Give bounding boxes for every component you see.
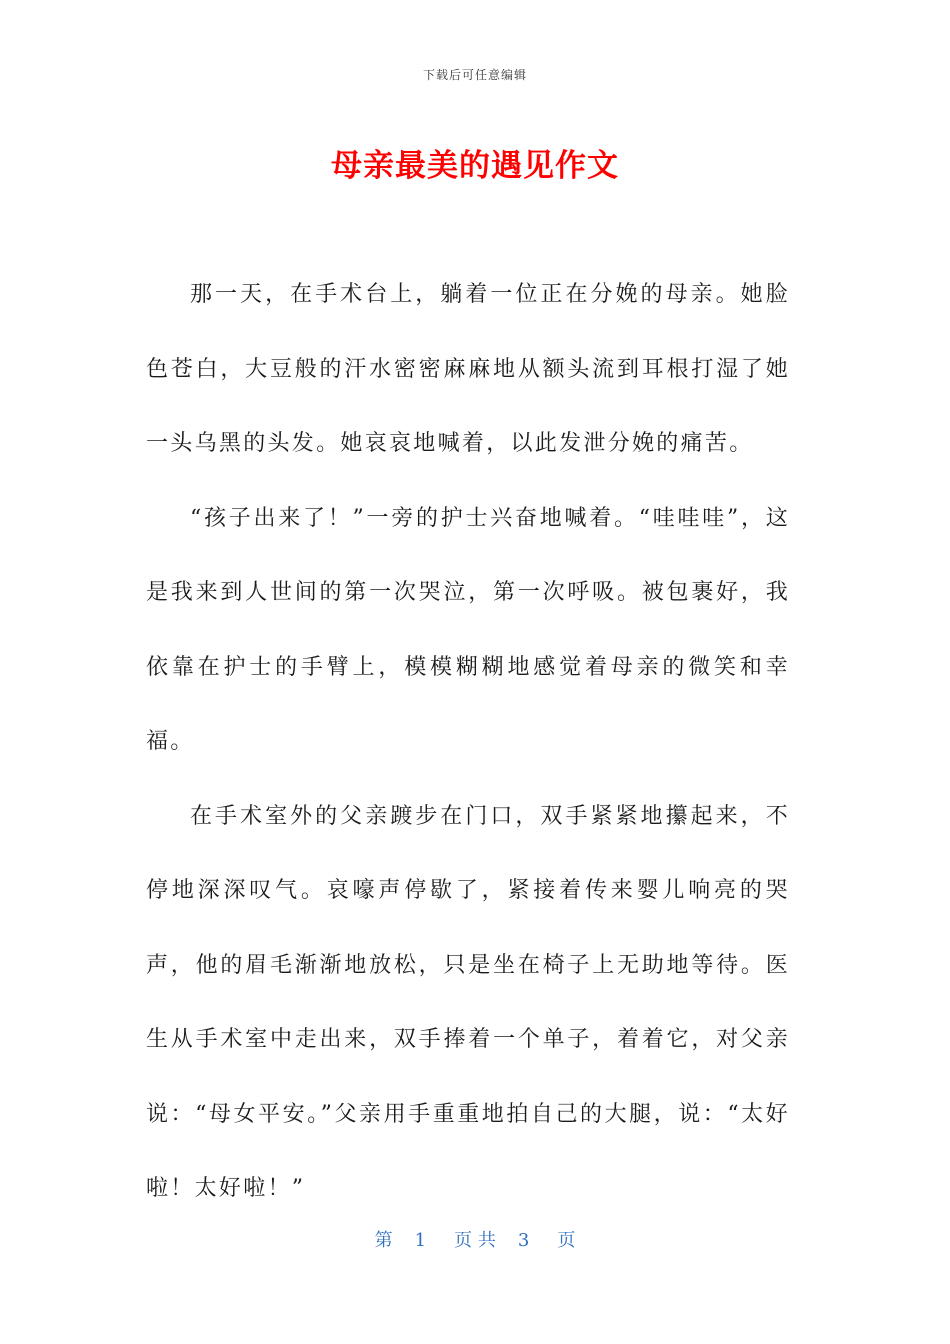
paragraph-2: “孩子出来了！”一旁的护士兴奋地喊着。“哇哇哇”，这是我来到人世间的第一次哭泣，第一次呼吸。被包裹好，我依靠在护士的手臂上，模模糊糊地感觉着母亲的微笑和幸福。 [146,505,790,754]
footer-page-prefix: 第 [374,1230,393,1251]
footer-current-page: 1 [414,1230,427,1251]
footer-page-middle: 页 共 [454,1230,496,1251]
document-body [146,258,790,1227]
document-title: 母亲最美的遇见作文 [331,148,619,184]
paragraph-3: 在手术室外的父亲踱步在门口，双手紧紧地攥起来，不停地深深叹气。哀嚎声停歇了，紧接着传来婴儿响亮的哭声，他的眉毛渐渐地放松，只是坐在椅子上无助地等待。医生从手术室中走出来，双手捧着一个单子，着着它，对父亲说：“母女平安。”父亲用手重重地拍自己的大腿，说：“太好啦！太好啦！” [146,803,790,1201]
header-note: 下载后可任意编辑 [422,68,527,82]
footer-total-pages: 3 [517,1230,530,1251]
paragraph-1: 那一天，在手术台上，躺着一位正在分娩的母亲。她脸色苍白，大豆般的汗水密密麻麻地从额头流到耳根打湿了她一头乌黑的头发。她哀哀地喊着，以此发泄分娩的痛苦。 [146,282,790,456]
page-footer [0,1226,950,1252]
footer-page-suffix: 页 [557,1230,576,1251]
